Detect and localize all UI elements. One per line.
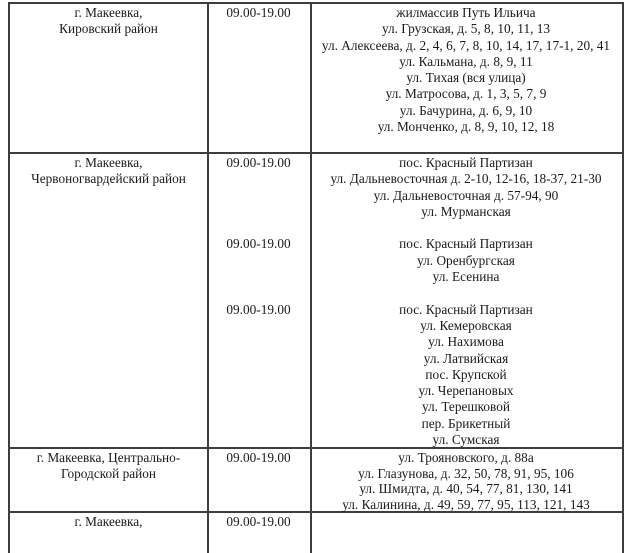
time-cell bbox=[207, 449, 310, 511]
address-line: ул. Алексеева, д. 2, 4, 6, 7, 8, 10, 14, 17, 17-1, 20, 41 bbox=[321, 37, 611, 53]
address-line: ул. Кемеровская bbox=[420, 317, 512, 333]
district-cell bbox=[10, 154, 207, 447]
district-line: г. Макеевка, bbox=[74, 5, 143, 20]
district-line: г. Макеевка, bbox=[74, 155, 143, 170]
address-line: ул. Глазунова, д. 32, 50, 78, 91, 95, 106 bbox=[358, 465, 574, 481]
address-line: пос. Красный Партизан bbox=[399, 155, 533, 170]
address-line: жилмассив Путь Ильича bbox=[396, 5, 536, 20]
addresses-cell bbox=[310, 449, 622, 511]
time-value: 09.00-19.00 bbox=[226, 236, 291, 251]
district-line: Кировский район bbox=[59, 21, 158, 37]
addresses-cell bbox=[310, 4, 622, 152]
district-line: г. Макеевка, Центрально- bbox=[36, 450, 181, 465]
address-line: ул. Терешковой bbox=[421, 399, 511, 415]
time-value: 09.00-19.00 bbox=[226, 155, 291, 170]
address-line: ул. Грузская, д. 5, 8, 10, 11, 13 bbox=[381, 21, 551, 37]
table-row-partial bbox=[10, 513, 622, 553]
address-line: ул. Нахимова bbox=[428, 334, 504, 350]
time-cell bbox=[207, 513, 310, 553]
time-cell bbox=[207, 154, 310, 447]
addresses-cell bbox=[310, 154, 622, 447]
outage-schedule-table bbox=[8, 2, 624, 553]
time-value: 09.00-19.00 bbox=[226, 450, 291, 465]
address-section bbox=[312, 155, 620, 220]
address-line: ул. Кальмана, д. 8, 9, 11 bbox=[399, 53, 533, 69]
table-row-chervonogvardeysky bbox=[10, 154, 622, 449]
address-line: ул. Латвийская bbox=[423, 350, 509, 366]
address-section bbox=[312, 5, 620, 135]
address-line: ул. Тихая (вся улица) bbox=[406, 70, 526, 86]
time-value: 09.00-19.00 bbox=[226, 514, 291, 529]
district-cell bbox=[10, 4, 207, 152]
address-line: ул. Дальневосточная д. 57-94, 90 bbox=[373, 187, 559, 203]
column-divider-1 bbox=[207, 4, 209, 553]
address-line: ул. Шмидта, д. 40, 54, 77, 81, 130, 141 bbox=[359, 481, 573, 496]
address-line: ул. Трояновского, д. 88а bbox=[398, 450, 534, 465]
district-cell bbox=[10, 449, 207, 511]
address-line: ул. Черепановых bbox=[418, 383, 514, 399]
column-divider-2 bbox=[310, 4, 312, 553]
time-cell bbox=[207, 4, 310, 152]
address-line: ул. Бачурина, д. 6, 9, 10 bbox=[399, 102, 533, 118]
address-line: пос. Красный Партизан bbox=[399, 301, 533, 317]
address-line: ул. Сумская bbox=[432, 432, 500, 448]
address-section bbox=[312, 450, 620, 512]
district-cell bbox=[10, 513, 207, 553]
address-section bbox=[312, 302, 620, 449]
addresses-cell bbox=[310, 513, 622, 553]
district-line: Городской район bbox=[60, 465, 157, 481]
address-line: ул. Есенина bbox=[432, 269, 500, 285]
address-line: ул. Матросова, д. 1, 3, 5, 7, 9 bbox=[385, 86, 547, 102]
address-line: ул. Дальневосточная д. 2-10, 12-16, 18-37, 21-30 bbox=[330, 171, 602, 187]
address-line: ул. Мурманская bbox=[421, 203, 511, 219]
district-line: г. Макеевка, bbox=[74, 514, 143, 529]
time-value: 09.00-19.00 bbox=[226, 302, 291, 317]
time-value: 09.00-19.00 bbox=[226, 5, 291, 20]
address-line: ул. Калинина, д. 49, 59, 77, 95, 113, 121, 143 bbox=[342, 496, 590, 512]
address-line: пос. Красный Партизан bbox=[399, 236, 533, 252]
table-row-tsentralno-gorodskoy bbox=[10, 449, 622, 513]
table-row-kirovsky bbox=[10, 4, 622, 154]
address-line: ул. Оренбургская bbox=[417, 252, 515, 268]
address-line: ул. Монченко, д. 8, 9, 10, 12, 18 bbox=[377, 119, 555, 135]
address-line: пер. Брикетный bbox=[421, 415, 511, 431]
address-line: пос. Крупской bbox=[425, 366, 507, 382]
address-section bbox=[312, 236, 620, 285]
district-line: Червоногвардейский район bbox=[31, 171, 186, 187]
